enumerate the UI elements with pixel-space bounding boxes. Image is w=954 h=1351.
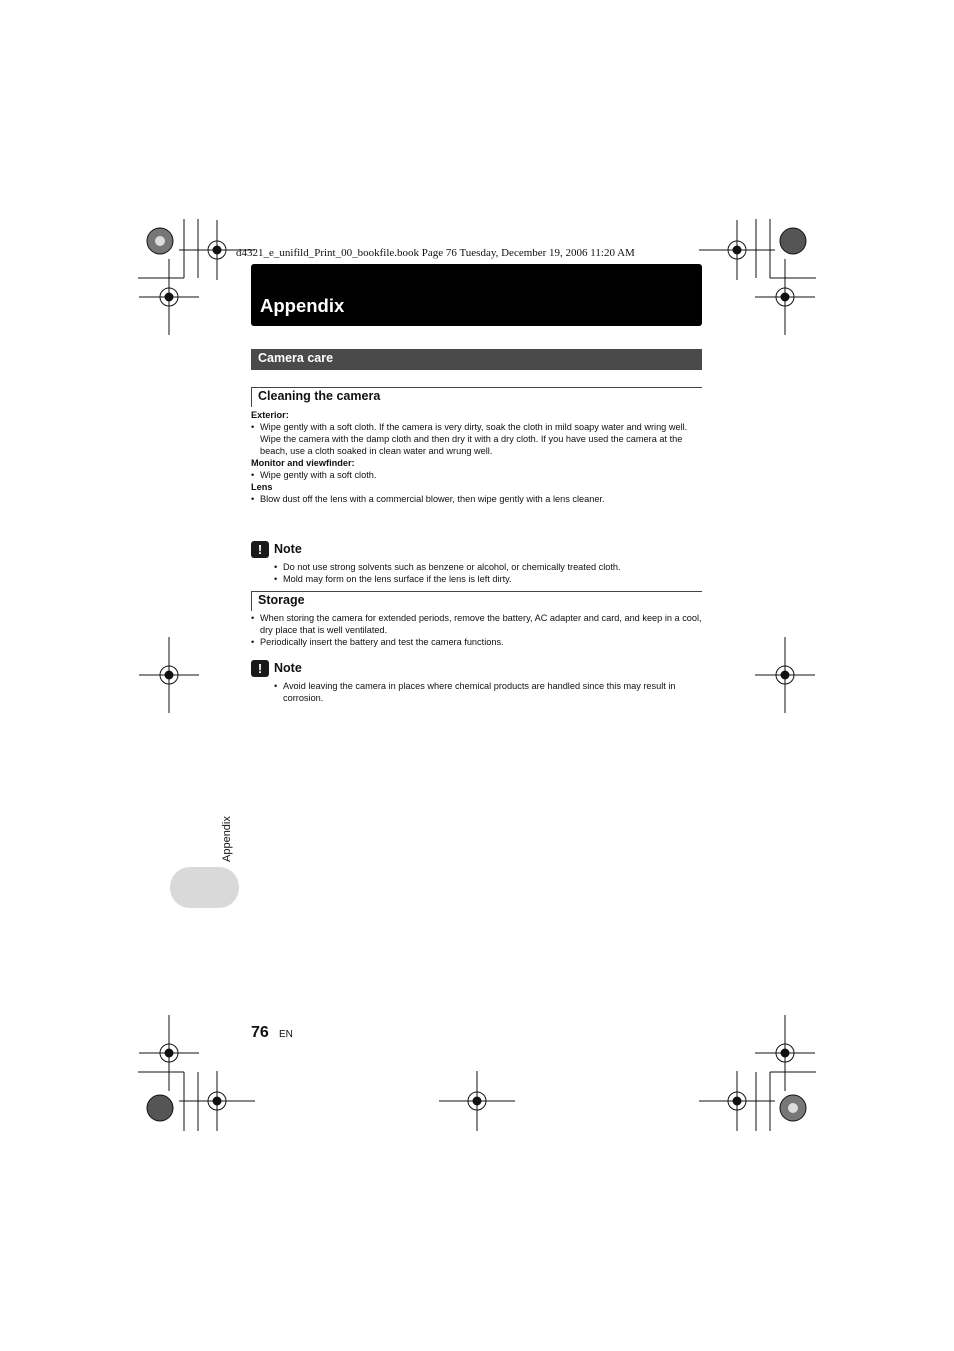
exclamation-icon: ! [251, 660, 269, 677]
list-item: • Wipe gently with a soft cloth. [251, 469, 706, 481]
subheading-cleaning [251, 387, 702, 407]
note-body [274, 561, 704, 585]
subheading-cleaning-text: Cleaning the camera [258, 389, 381, 403]
print-slug-line: d4321_e_unifild_Print_00_bookfile.book Page 76 Tuesday, December 19, 2006 11:20 AM [236, 247, 635, 259]
cleaning-body [251, 409, 706, 505]
note-label: Note [274, 661, 302, 675]
chapter-title: Appendix [260, 295, 345, 316]
subheading-storage-text: Storage [258, 593, 305, 607]
list-item: • When storing the camera for extended periods, remove the battery, AC adapter and card, and keep in a cool, dry place that is well ventilated. [251, 612, 706, 636]
section-bar [251, 349, 702, 370]
list-item: • Wipe gently with a soft cloth. If the camera is very dirty, soak the cloth in mild soapy water and wring well. Wipe the camera with the damp cloth and then dry it with a dry cloth. If you have used the camera at the beach, use a cloth soaked in clean water and wrung well. [251, 421, 706, 457]
side-tab [170, 867, 239, 908]
exclamation-icon: ! [251, 541, 269, 558]
page-language: EN [279, 1029, 293, 1040]
side-tab-label: Appendix [221, 816, 233, 862]
note-body [274, 680, 704, 704]
note-label: Note [274, 542, 302, 556]
block-label: Exterior: [251, 410, 289, 420]
block-label: Monitor and viewfinder: [251, 458, 355, 468]
list-item: • Avoid leaving the camera in places where chemical products are handled since this may result in corrosion. [274, 680, 704, 704]
section-title: Camera care [258, 351, 334, 365]
list-item: • Do not use strong solvents such as benzene or alcohol, or chemically treated cloth. [274, 561, 704, 573]
chapter-banner [251, 264, 702, 326]
list-item: • Periodically insert the battery and test the camera functions. [251, 636, 706, 648]
storage-body [251, 612, 706, 648]
subheading-storage [251, 591, 702, 611]
list-item: • Blow dust off the lens with a commercial blower, then wipe gently with a lens cleaner. [251, 493, 706, 505]
block-label: Lens [251, 482, 273, 492]
list-item: • Mold may form on the lens surface if the lens is left dirty. [274, 573, 704, 585]
page-number: 76 [251, 1024, 269, 1041]
